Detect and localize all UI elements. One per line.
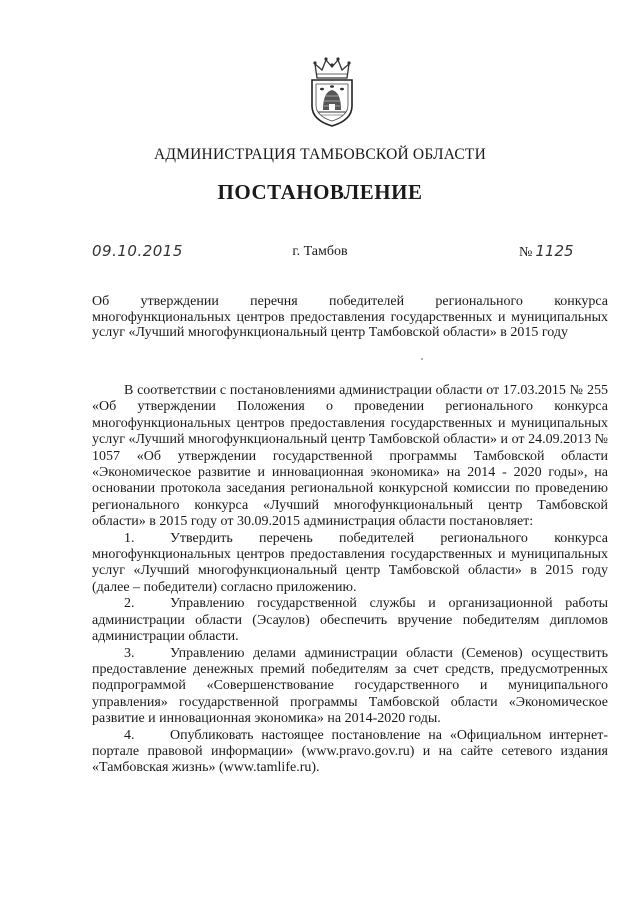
coat-of-arms-icon [309,56,355,128]
list-item-text: Управлению делами администрации области (Семенов) осуществить предоставление денежных премий победителям за счет средств, предусмотренных подпрограммой «Совершенствование государственного и муниципального управления» государственной программы Тамбовской области «Экономическое развитие и инновационная экономика» на 2014-2020 годы. [92,645,608,727]
organization-name: АДМИНИСТРАЦИЯ ТАМБОВСКОЙ ОБЛАСТИ [154,146,486,163]
list-item-text: Управлению государственной службы и организационной работы администрации области (Эсаулов) обеспечить вручение победителям дипломов администрации области. [92,596,608,645]
list-item [92,728,608,777]
list-item [92,531,608,597]
list-item-number: 2. [124,596,135,612]
document-city: г. Тамбов [292,244,348,259]
document-title: ПОСТАНОВЛЕНИЕ [217,180,423,204]
list-item-text: Опубликовать настоящее постановление на «Официальном интернет-портале правовой информации» (www.pravo.gov.ru) и на сайте сетевого издания «Тамбовская жизнь» (www.tamlife.ru). [92,727,608,776]
scan-speck [421,358,423,360]
list-item [92,646,608,728]
document-body [92,383,608,777]
number-value: 1125 [535,242,574,260]
list-item-text: Утвердить перечень победителей регионального конкурса многофункциональных центров предоставления государственных и муниципальных услуг «Лучший многофункциональный центр Тамбовской области» в 2015 году (далее – победители) согласно приложению. [92,530,608,595]
number-label: № [519,245,533,260]
document-number [519,242,574,261]
document-subject: Об утверждении перечня победителей регионального конкурса многофункциональных центров предоставления государственных и муниципальных услуг «Лучший многофункциональный центр Тамбовской области» в 2015 году [92,294,608,341]
list-item-number: 4. [124,727,135,743]
list-item-number: 1. [124,530,135,546]
list-item [92,596,608,645]
document-date: 09.10.2015 [92,242,183,260]
list-item-number: 3. [124,645,135,661]
preamble-paragraph: В соответствии с постановлениями администрации области от 17.03.2015 № 255 «Об утверждении Положения о проведении регионального конкурса многофункциональных центров предоставления государственных и муниципальных услуг «Лучший многофункциональный центр Тамбовской области» и от 24.09.2013 № 1057 «Об утверждении государственной программы Тамбовской области «Экономическое развитие и инновационная экономика» на 2014 - 2020 годы», на основании протокола заседания региональной конкурсной комиссии по проведению регионального конкурса «Лучший многофункциональный центр Тамбовской области» в 2015 году от 30.09.2015 администрация области постановляет: [92,383,608,530]
